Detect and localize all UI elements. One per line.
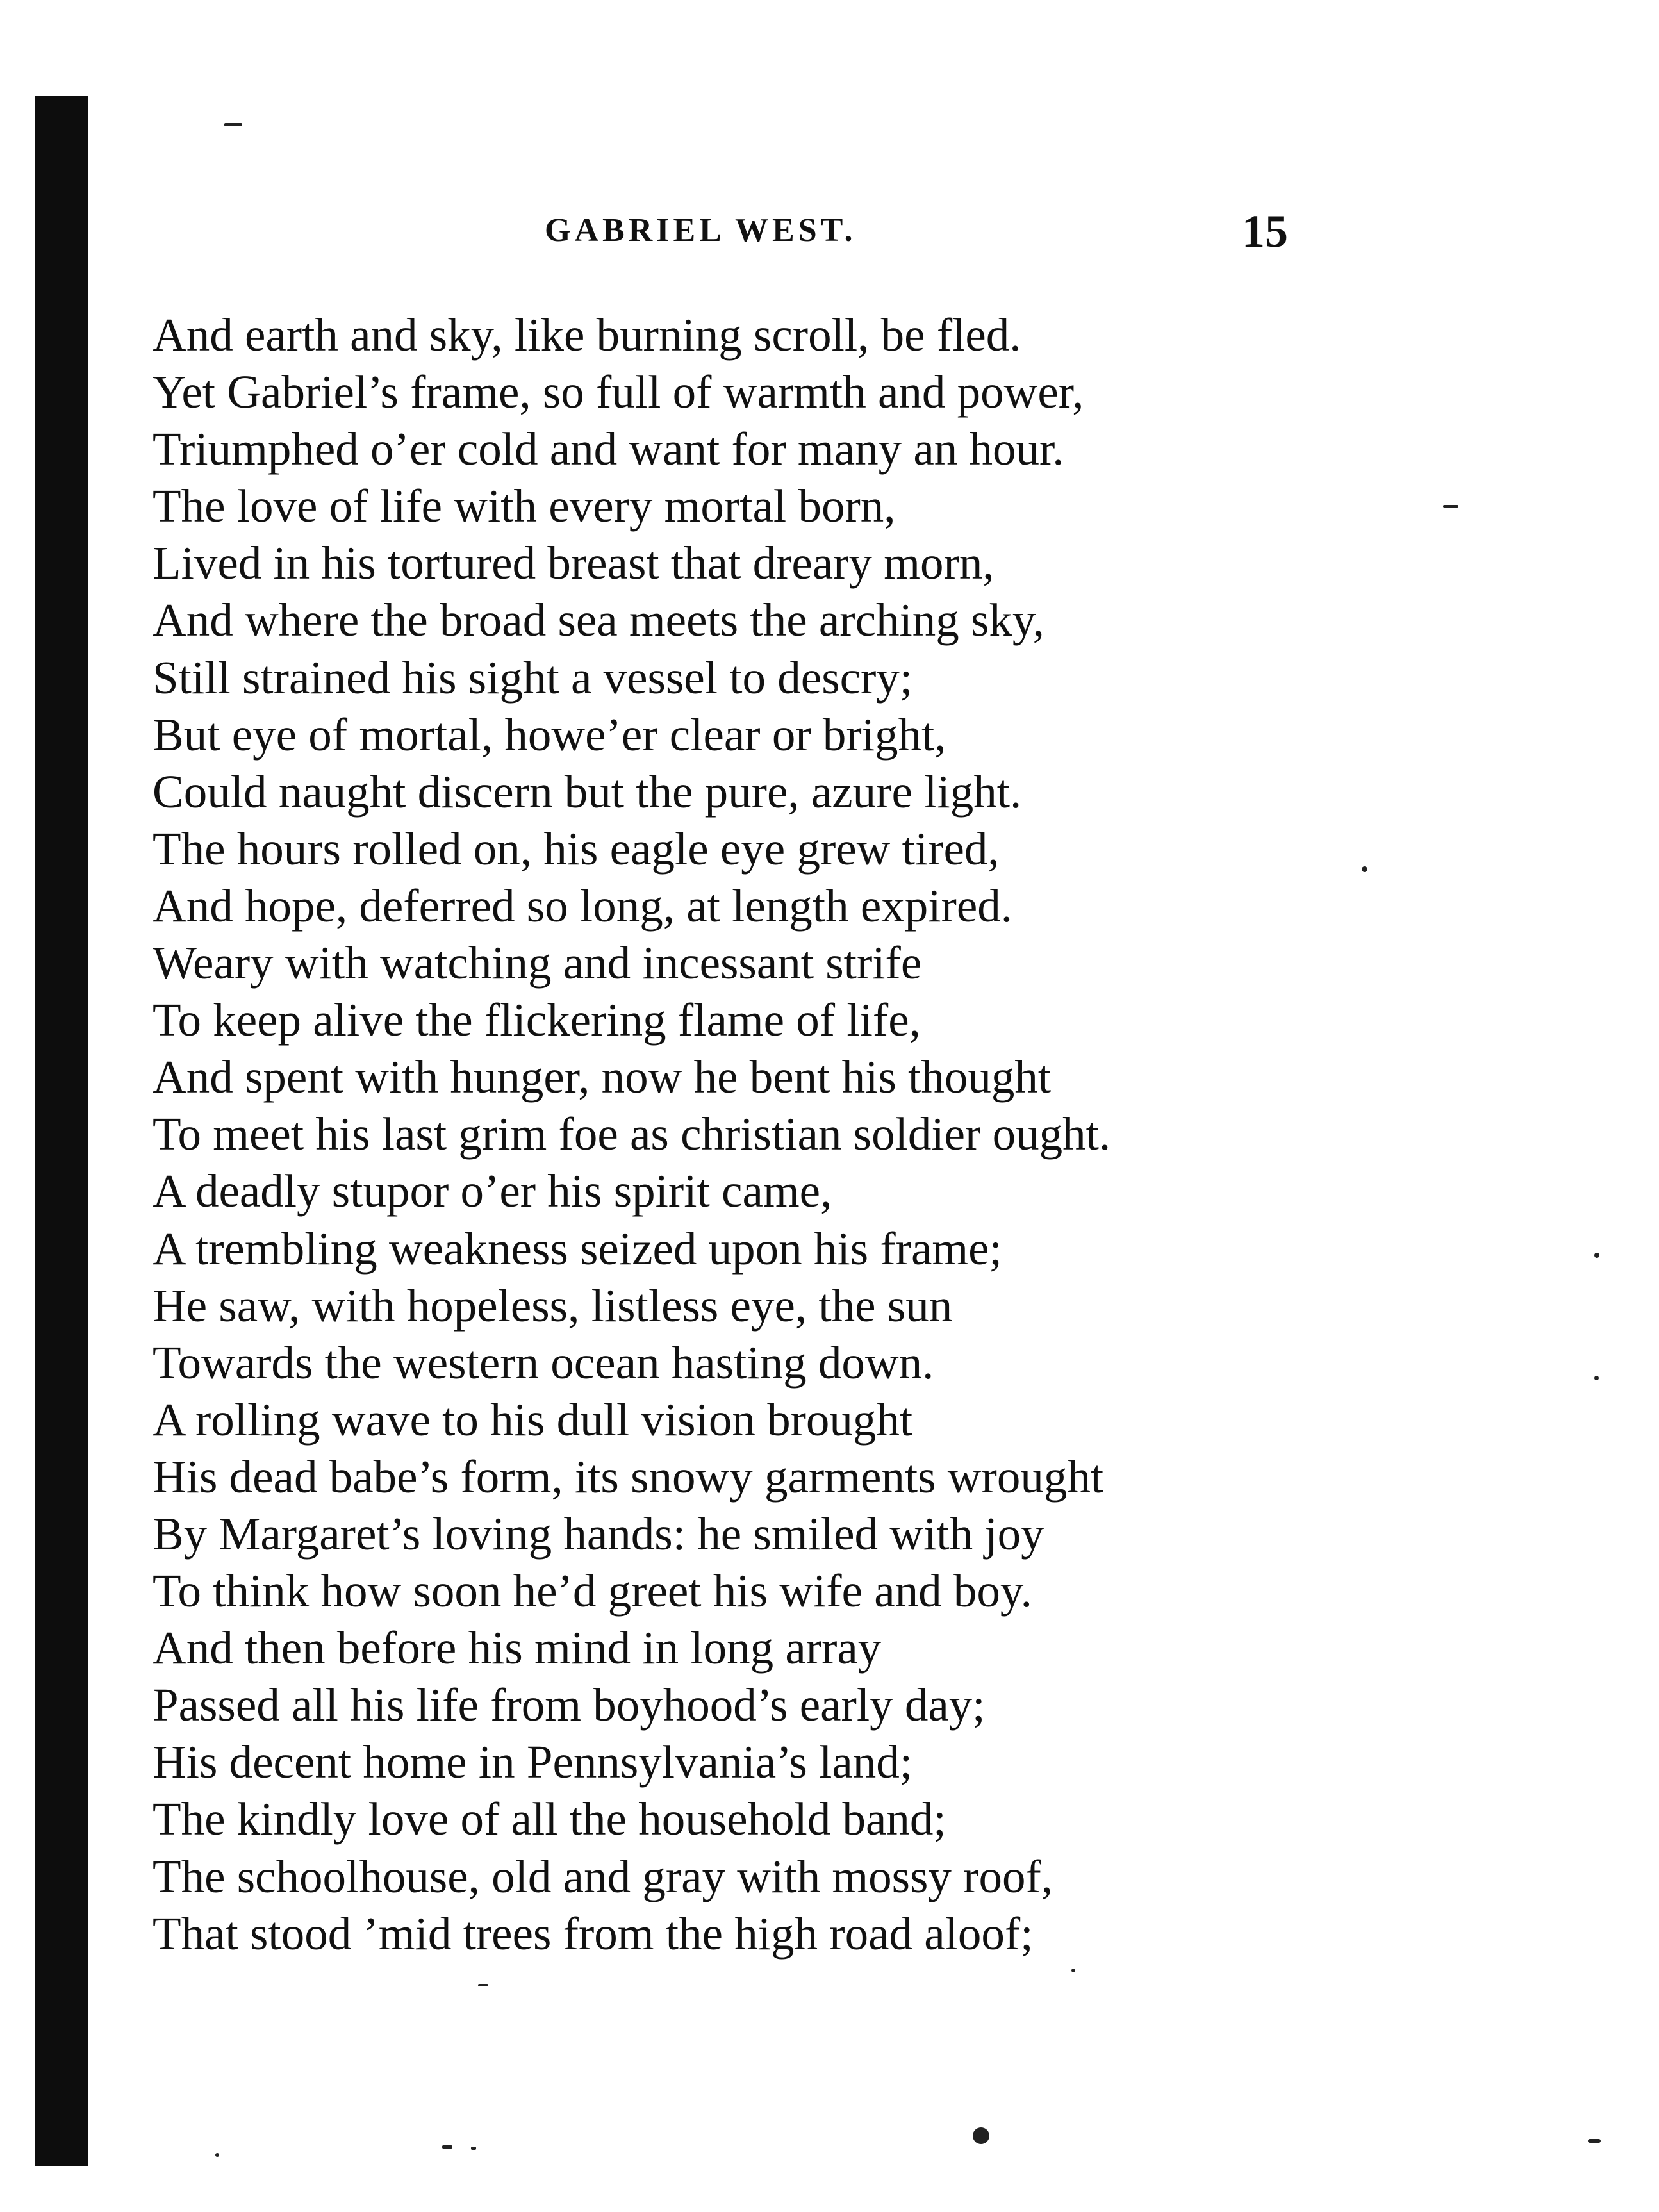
poem-line: Yet Gabriel’s frame, so full of warmth and power, — [153, 366, 1084, 418]
scan-speck — [215, 2153, 219, 2157]
poem-line: A rolling wave to his dull vision brought — [153, 1393, 913, 1446]
scan-speck — [478, 1984, 488, 1986]
scan-speck — [1362, 866, 1367, 872]
scan-speck — [973, 2127, 989, 2144]
poem-line: And then before his mind in long array — [153, 1622, 882, 1674]
poem-line: His dead babe’s form, its snowy garments wrought — [153, 1450, 1104, 1503]
poem-line: To think how soon he’d greet his wife and boy. — [153, 1565, 1032, 1617]
scan-speck — [1443, 505, 1458, 508]
scan-speck — [1594, 1376, 1599, 1380]
poem-line: And spent with hunger, now he bent his thought — [153, 1051, 1052, 1103]
scan-speck — [1588, 2139, 1601, 2143]
poem-line: And hope, deferred so long, at length expired. — [153, 879, 1012, 932]
scan-speck — [442, 2145, 452, 2149]
scan-speck — [1594, 1253, 1599, 1258]
poem-line: The schoolhouse, old and gray with mossy roof, — [153, 1850, 1053, 1902]
poem-line: And where the broad sea meets the arching sky, — [153, 594, 1044, 647]
scan-page-edge — [35, 96, 88, 2166]
poem-line: The hours rolled on, his eagle eye grew tired, — [153, 822, 1000, 875]
poem-line: Towards the western ocean hasting down. — [153, 1336, 934, 1389]
page-number: 15 — [1242, 206, 1288, 257]
poem-line: To meet his last grim foe as christian soldier ought. — [153, 1108, 1111, 1160]
poem-line: His decent home in Pennsylvania’s land; — [153, 1736, 913, 1788]
poem-line: And earth and sky, like burning scroll, be fled. — [153, 309, 1021, 361]
poem-line: That stood ’mid trees from the high road aloof; — [153, 1907, 1034, 1960]
poem-line: Passed all his life from boyhood’s early day; — [153, 1679, 986, 1731]
poem-line: By Margaret’s loving hands: he smiled with joy — [153, 1507, 1044, 1560]
poem-line: But eye of mortal, howe’er clear or bright, — [153, 708, 946, 761]
poem-line: He saw, with hopeless, listless eye, the sun — [153, 1279, 953, 1332]
poem-line: To keep alive the flickering flame of life, — [153, 994, 921, 1046]
scan-speck — [471, 2147, 476, 2150]
poem-line: A trembling weakness seized upon his frame; — [153, 1222, 1002, 1275]
poem-line: Triumphed o’er cold and want for many an hour. — [153, 423, 1064, 475]
poem-line: The love of life with every mortal born, — [153, 480, 896, 532]
poem-line: The kindly love of all the household band; — [153, 1793, 946, 1845]
poem-line: A deadly stupor o’er his spirit came, — [153, 1165, 832, 1217]
poem-line: Lived in his tortured breast that dreary morn, — [153, 537, 995, 590]
running-head — [0, 206, 1659, 258]
scan-speck — [1071, 1969, 1075, 1972]
scan-speck — [224, 123, 242, 126]
poem-body — [153, 306, 1325, 1962]
poem-line: Weary with watching and incessant strife — [153, 937, 922, 989]
poem-line: Still strained his sight a vessel to descry; — [153, 651, 913, 704]
running-title: GABRIEL WEST. — [545, 212, 857, 249]
poem-line: Could naught discern but the pure, azure light. — [153, 765, 1022, 818]
